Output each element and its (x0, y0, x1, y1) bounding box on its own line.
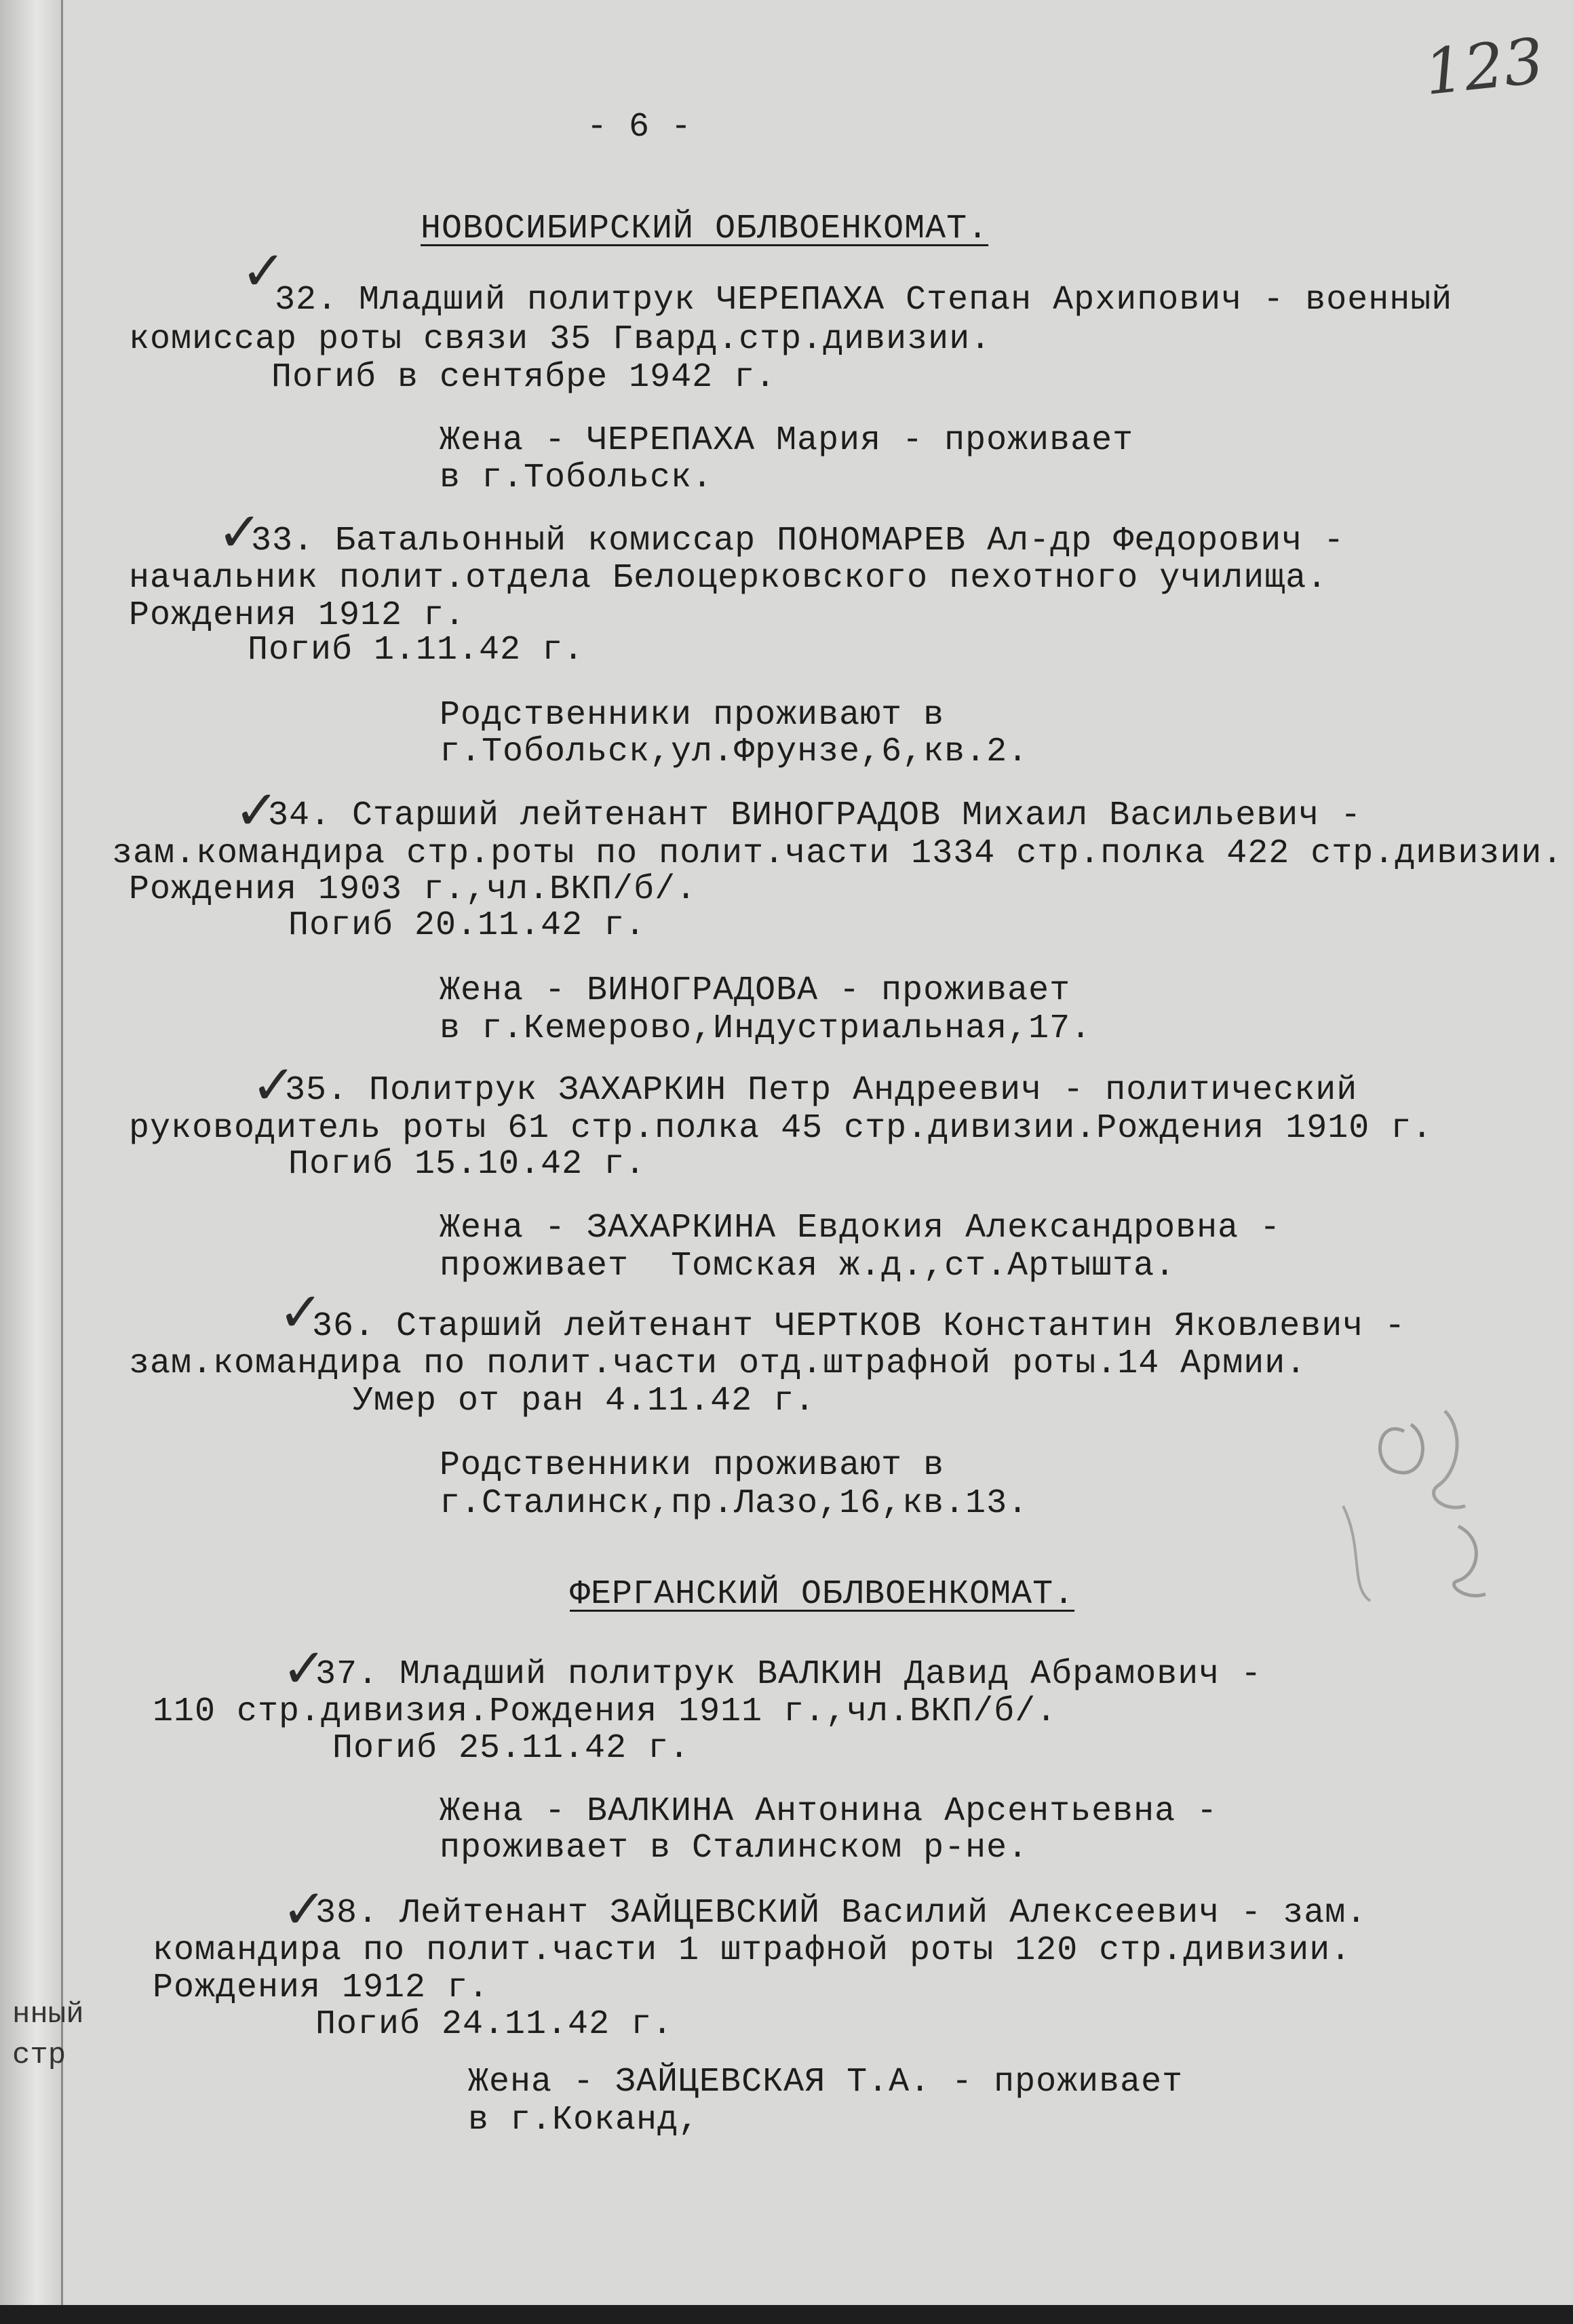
page-number: - 6 - (587, 108, 693, 147)
archive-page-number: 123 (1420, 24, 1547, 109)
checkmark-icon: ✓ (217, 501, 263, 564)
entry-37-relatives-2: проживает в Сталинском р-не. (440, 1829, 1029, 1867)
entry-38-line-4: Погиб 24.11.42 г. (315, 2005, 674, 2044)
entry-36-relatives-1: Родственники проживают в (440, 1446, 945, 1485)
entry-32-line-2: комиссар роты связи 35 Гвард.стр.дивизии. (129, 320, 992, 359)
entry-32-line-3: Погиб в сентябре 1942 г. (271, 358, 777, 397)
entry-37-relatives-1: Жена - ВАЛКИНА Антонина Арсентьевна - (440, 1792, 1218, 1831)
entry-34-line-2: зам.командира стр.роты по полит.части 1334 стр.полка 422 стр.дивизии. (112, 834, 1564, 873)
margin-fragment: стр (12, 2038, 66, 2072)
entry-34-line-3: Рождения 1903 г.,чл.ВКП/б/. (129, 870, 697, 909)
entry-35-relatives-2: проживает Томская ж.д.,ст.Артышта. (440, 1247, 1176, 1285)
section-heading-novosibirsk: НОВОСИБИРСКИЙ ОБЛВОЕНКОМАТ. (421, 210, 989, 248)
entry-33-relatives-1: Родственники проживают в (440, 696, 945, 735)
entry-35-relatives-1: Жена - ЗАХАРКИНА Евдокия Александровна - (440, 1209, 1281, 1247)
entry-34-line-4: Погиб 20.11.42 г. (288, 906, 646, 945)
entry-34-relatives-2: в г.Кемерово,Индустриальная,17. (440, 1009, 1092, 1048)
entry-32-line-1: 32. Младший политрук ЧЕРЕПАХА Степан Архипович - военный (275, 281, 1453, 319)
entry-36-relatives-2: г.Сталинск,пр.Лазо,16,кв.13. (440, 1484, 1029, 1523)
margin-scribble-icon (1241, 1370, 1526, 1628)
adjacent-page-strip (0, 0, 63, 2324)
checkmark-icon: ✓ (251, 1053, 297, 1117)
scan-bottom-edge (0, 2305, 1573, 2324)
checkmark-icon: ✓ (234, 779, 280, 842)
margin-fragment: нный (12, 1998, 84, 2032)
entry-35-line-1: 35. Политрук ЗАХАРКИН Петр Андреевич - политический (285, 1071, 1358, 1110)
entry-38-relatives-1: Жена - ЗАЙЦЕВСКАЯ Т.А. - проживает (468, 2063, 1184, 2102)
entry-33-line-4: Погиб 1.11.42 г. (248, 631, 585, 670)
entry-37-line-3: Погиб 25.11.42 г. (332, 1729, 691, 1768)
entry-35-line-3: Погиб 15.10.42 г. (288, 1145, 646, 1184)
entry-38-line-2: командира по полит.части 1 штрафной роты 120 стр.дивизии. (153, 1931, 1352, 1970)
entry-34-line-1: 34. Старший лейтенант ВИНОГРАДОВ Михаил Васильевич - (268, 796, 1362, 835)
checkmark-icon: ✓ (241, 239, 287, 303)
section-heading-fergana: ФЕРГАНСКИЙ ОБЛВОЕНКОМАТ. (570, 1575, 1075, 1614)
entry-32-relatives-1: Жена - ЧЕРЕПАХА Мария - проживает (440, 421, 1134, 460)
entry-37-line-2: 110 стр.дивизия.Рождения 1911 г.,чл.ВКП/б/. (153, 1692, 1057, 1731)
entry-32-relatives-2: в г.Тобольск. (440, 459, 714, 497)
entry-38-line-1: 38. Лейтенант ЗАЙЦЕВСКИЙ Василий Алексеевич - зам. (315, 1894, 1367, 1933)
checkmark-icon: ✓ (281, 1637, 328, 1700)
entry-36-line-1: 36. Старший лейтенант ЧЕРТКОВ Константин Яковлевич - (312, 1307, 1406, 1346)
entry-35-line-2: руководитель роты 61 стр.полка 45 стр.дивизии.Рождения 1910 г. (129, 1109, 1433, 1148)
entry-33-line-2: начальник полит.отдела Белоцерковского пехотного училища. (129, 559, 1328, 598)
entry-38-relatives-2: в г.Коканд, (468, 2101, 700, 2139)
entry-38-line-3: Рождения 1912 г. (153, 1969, 490, 2007)
entry-34-relatives-1: Жена - ВИНОГРАДОВА - проживает (440, 971, 1071, 1010)
checkmark-icon: ✓ (278, 1281, 324, 1344)
entry-37-line-1: 37. Младший политрук ВАЛКИН Давид Абрамович - (315, 1655, 1262, 1694)
entry-36-line-3: Умер от ран 4.11.42 г. (353, 1382, 816, 1420)
entry-33-line-3: Рождения 1912 г. (129, 596, 466, 635)
entry-33-relatives-2: г.Тобольск,ул.Фрунзе,6,кв.2. (440, 733, 1029, 771)
entry-36-line-2: зам.командира по полит.части отд.штрафной роты.14 Армии. (129, 1344, 1307, 1383)
entry-33-line-1: 33. Батальонный комиссар ПОНОМАРЕВ Ал-др Федорович - (251, 522, 1345, 560)
checkmark-icon: ✓ (281, 1878, 328, 1941)
